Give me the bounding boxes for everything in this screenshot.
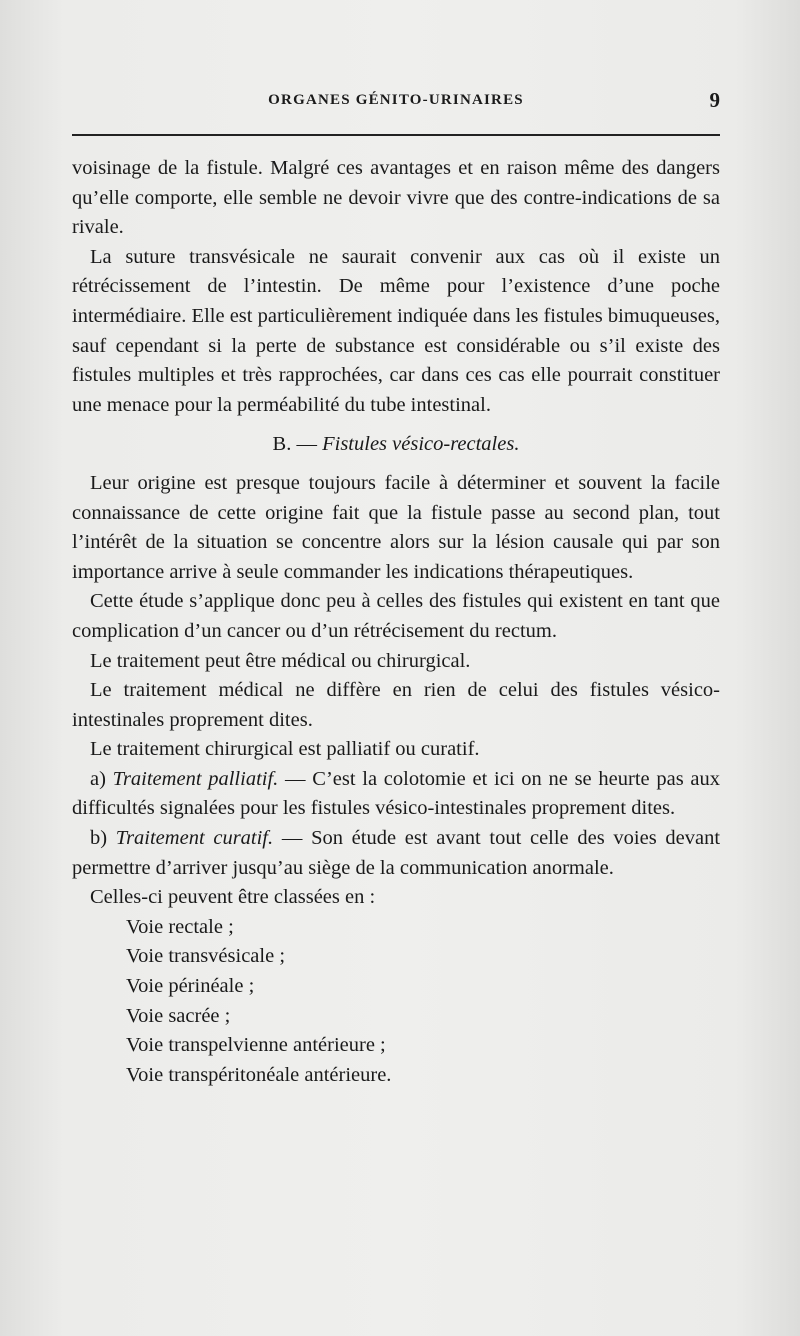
item-text: — C’est la colotomie et ici on ne se heurte pas aux difficultés signalées pour les fistules vésico-intestinales proprement dites.: [72, 767, 720, 820]
item-text: — Son étude est avant tout celle des voies devant permettre d’arriver jusqu’au siège de la communication anormale.: [72, 827, 721, 879]
list-item: Voie rectale ;: [126, 915, 234, 938]
running-title: ORGANES GÉNITO-URINAIRES: [268, 92, 524, 108]
list-intro: Celles-ci peuvent être classées en :: [90, 886, 376, 909]
paragraph: La suture transvésicale ne saurait convenir aux cas où il existe un rétrécissement de l’intestin. De même pour l’existence d’une poche intermédiaire. Elle est particulièrement indiquée dans les fistules bimuqueuses, sauf cependant si la perte de substance est considérable ou s’il existe des fistules multiples et très rapprochées, car dans ces cas elle pourrait constituer une menace pour la perméabilité du tube intestinal.: [72, 245, 720, 416]
paragraph: voisinage de la fistule. Malgré ces avantages et en raison même des dangers qu’elle comporte, elle semble ne devoir vivre que des contre-indications de sa rivale.: [72, 157, 720, 239]
header-rule: [72, 134, 720, 136]
item-label: b): [90, 827, 108, 850]
paragraph: Le traitement médical ne diffère en rien de celui des fistules vésico-intestinales proprement dites.: [72, 679, 720, 731]
page-header: [72, 88, 720, 120]
body-text: [72, 154, 720, 1090]
section-title: Fistules vésico-rectales.: [322, 433, 520, 456]
page-number: 9: [709, 88, 720, 112]
curatif-paragraph: [72, 824, 720, 883]
paragraph: Le traitement peut être médical ou chirurgical.: [90, 649, 471, 672]
item-label: a): [90, 767, 106, 790]
list-item: Voie transpéritonéale antérieure.: [126, 1063, 392, 1086]
paragraph: Le traitement chirurgical est palliatif ou curatif.: [90, 738, 480, 761]
list-item: Voie sacrée ;: [126, 1004, 231, 1027]
section-heading: [72, 430, 720, 460]
item-term: Traitement curatif.: [115, 827, 274, 850]
list-item: Voie transpelvienne antérieure ;: [126, 1034, 386, 1057]
voies-list: [72, 913, 720, 1091]
palliatif-paragraph: [72, 765, 720, 824]
paragraph: Leur origine est presque toujours facile à déterminer et souvent la facile connaissance de cette origine fait que la fistule passe au second plan, tout l’intérêt de la situation se concentre alors sur la lésion causale qui par son importance arrive à seule commander les indications thérapeutiques.: [72, 471, 720, 583]
item-term: Traitement palliatif.: [112, 767, 279, 790]
paragraph: Cette étude s’applique donc peu à celles des fistules qui existent en tant que complication d’un cancer ou d’un rétrécisement du rectum.: [72, 590, 720, 642]
list-item: Voie transvésicale ;: [126, 945, 286, 968]
list-item: Voie périnéale ;: [126, 975, 255, 998]
section-letter: B. —: [272, 433, 317, 456]
